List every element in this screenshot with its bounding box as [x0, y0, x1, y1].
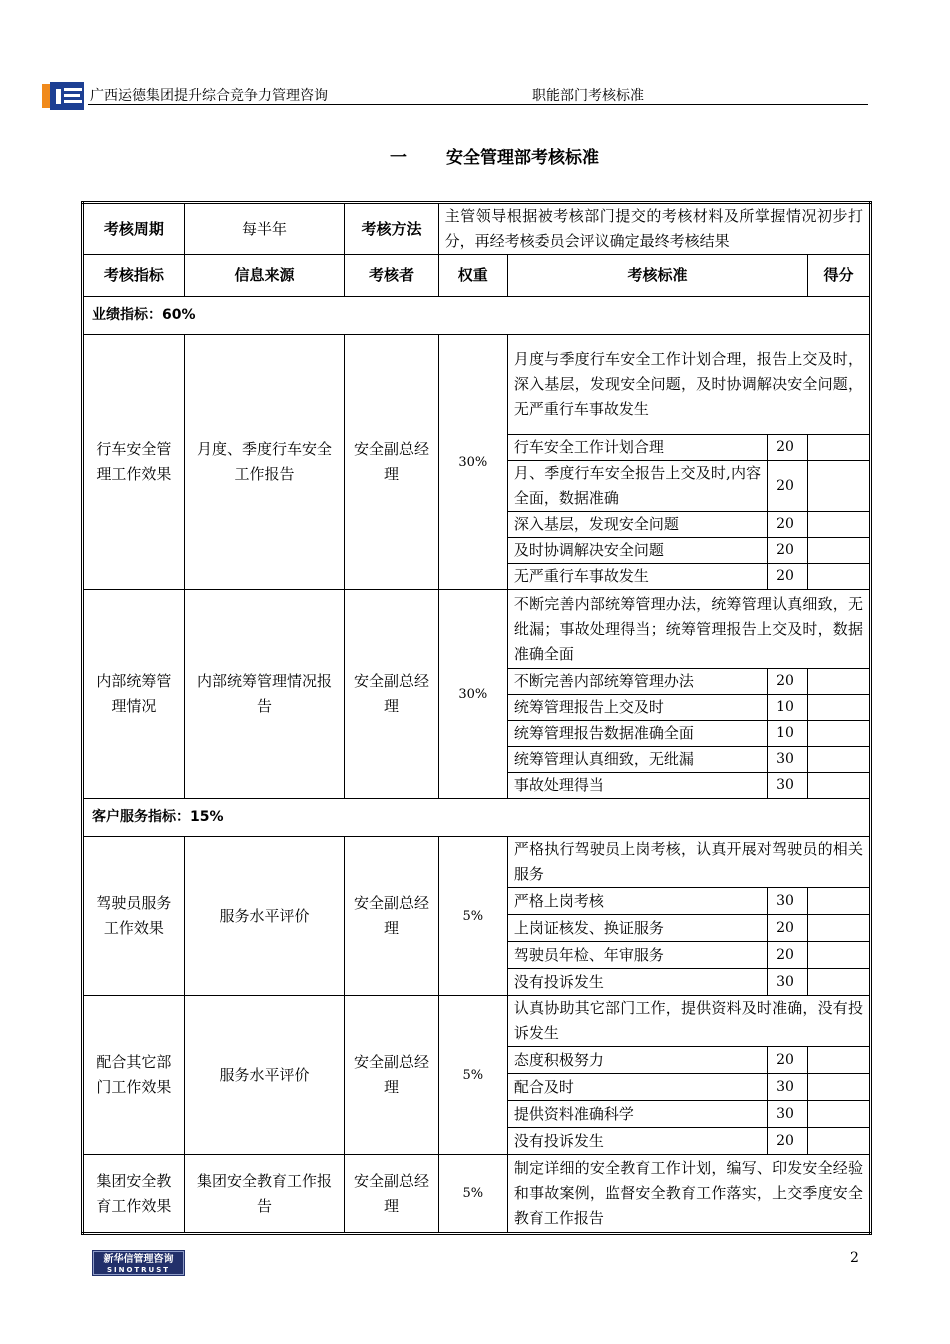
score-cell [807, 1074, 870, 1101]
standard-summary: 月度与季度行车安全工作计划合理，报告上交及时，深入基层，发现安全问题，及时协调解决安全问题，无严重行车事故发生 [507, 335, 870, 435]
col-assessor: 考核者 [345, 255, 438, 297]
indicator-row [83, 590, 871, 669]
score-cell [807, 888, 870, 915]
header-company-name: 广西运德集团提升综合竞争力管理咨询 [90, 88, 328, 104]
score-cell [807, 747, 870, 773]
score-cell [807, 435, 870, 461]
page-number: 2 [850, 1250, 859, 1266]
score-cell [807, 1047, 870, 1074]
info-source: 内部统筹管理情况报告 [184, 590, 345, 799]
criteria-text: 事故处理得当 [507, 773, 767, 799]
criteria-text: 行车安全工作计划合理 [507, 435, 767, 461]
info-source: 集团安全教育工作报告 [184, 1155, 345, 1234]
weight: 5% [438, 1155, 507, 1234]
weight: 5% [438, 996, 507, 1155]
info-source: 服务水平评价 [184, 837, 345, 996]
method-value: 主管领导根据被考核部门提交的考核材料及所掌握情况初步打分，再经考核委员会评议确定最终考核结果 [438, 203, 870, 255]
standard-summary: 制定详细的安全教育工作计划，编写、印发安全经验和事故案例，监督安全教育工作落实，上交季度安全教育工作报告 [507, 1155, 870, 1234]
criteria-score: 30 [768, 1074, 808, 1101]
header-divider [88, 104, 868, 105]
standard-summary: 认真协助其它部门工作，提供资料及时准确，没有投诉发生 [507, 996, 870, 1047]
criteria-score: 30 [768, 747, 808, 773]
criteria-score: 20 [768, 512, 808, 538]
criteria-text: 驾驶员年检、年审服务 [507, 942, 767, 969]
score-cell [807, 969, 870, 996]
score-cell [807, 695, 870, 721]
score-cell [807, 942, 870, 969]
score-cell [807, 538, 870, 564]
criteria-text: 及时协调解决安全问题 [507, 538, 767, 564]
indicator-name: 配合其它部门工作效果 [83, 996, 185, 1155]
criteria-score: 20 [768, 461, 808, 512]
criteria-score: 20 [768, 564, 808, 590]
criteria-text: 月、季度行车安全报告上交及时,内容全面，数据准确 [507, 461, 767, 512]
criteria-score: 30 [768, 969, 808, 996]
criteria-text: 统筹管理认真细致，无纰漏 [507, 747, 767, 773]
criteria-score: 20 [768, 1047, 808, 1074]
info-source: 月度、季度行车安全工作报告 [184, 335, 345, 590]
weight: 5% [438, 837, 507, 996]
section-title: 业绩指标：60% [83, 297, 871, 335]
criteria-text: 不断完善内部统筹管理办法 [507, 669, 767, 695]
criteria-text: 严格上岗考核 [507, 888, 767, 915]
header-doc-type: 职能部门考核标准 [532, 88, 644, 104]
score-cell [807, 512, 870, 538]
period-label: 考核周期 [83, 203, 185, 255]
score-cell [807, 915, 870, 942]
assessor: 安全副总经理 [345, 1155, 438, 1234]
criteria-score: 30 [768, 773, 808, 799]
score-cell [807, 773, 870, 799]
criteria-text: 统筹管理报告上交及时 [507, 695, 767, 721]
criteria-text: 配合及时 [507, 1074, 767, 1101]
footer-logo-cn: 新华信管理咨询 [103, 1254, 174, 1265]
criteria-text: 统筹管理报告数据准确全面 [507, 721, 767, 747]
score-cell [807, 721, 870, 747]
column-header-row [83, 255, 871, 297]
col-score: 得分 [807, 255, 870, 297]
assessor: 安全副总经理 [345, 590, 438, 799]
assessor: 安全副总经理 [345, 335, 438, 590]
info-source: 服务水平评价 [184, 996, 345, 1155]
indicator-name: 行车安全管理工作效果 [83, 335, 185, 590]
standard-summary: 严格执行驾驶员上岗考核，认真开展对驾驶员的相关服务 [507, 837, 870, 888]
assessment-table [81, 201, 872, 1235]
criteria-text: 上岗证核发、换证服务 [507, 915, 767, 942]
indicator-name: 集团安全教育工作效果 [83, 1155, 185, 1234]
criteria-text: 提供资料准确科学 [507, 1101, 767, 1128]
col-weight: 权重 [438, 255, 507, 297]
weight: 30% [438, 590, 507, 799]
criteria-score: 10 [768, 695, 808, 721]
indicator-row [83, 335, 871, 435]
company-logo-icon [42, 80, 86, 112]
assessor: 安全副总经理 [345, 837, 438, 996]
score-cell [807, 1128, 870, 1155]
col-standard: 考核标准 [507, 255, 807, 297]
footer-logo-en: SINOTRUST [106, 1266, 171, 1274]
footer-logo-icon [92, 1250, 185, 1276]
criteria-text: 态度积极努力 [507, 1047, 767, 1074]
title-text: 安全管理部考核标准 [446, 148, 599, 168]
criteria-text: 没有投诉发生 [507, 969, 767, 996]
criteria-score: 20 [768, 942, 808, 969]
section-row [83, 297, 871, 335]
indicator-name: 内部统筹管理情况 [83, 590, 185, 799]
criteria-score: 30 [768, 888, 808, 915]
criteria-score: 20 [768, 915, 808, 942]
criteria-text: 深入基层，发现安全问题 [507, 512, 767, 538]
meta-row [83, 203, 871, 255]
indicator-row [83, 996, 871, 1047]
section-title: 客户服务指标：15% [83, 799, 871, 837]
col-source: 信息来源 [184, 255, 345, 297]
method-label: 考核方法 [345, 203, 438, 255]
criteria-score: 20 [768, 1128, 808, 1155]
standard-summary: 不断完善内部统筹管理办法，统筹管理认真细致，无纰漏；事故处理得当；统筹管理报告上交及时，数据准确全面 [507, 590, 870, 669]
indicator-row [83, 837, 871, 888]
assessor: 安全副总经理 [345, 996, 438, 1155]
criteria-text: 无严重行车事故发生 [507, 564, 767, 590]
period-value: 每半年 [184, 203, 345, 255]
criteria-score: 10 [768, 721, 808, 747]
score-cell [807, 461, 870, 512]
weight: 30% [438, 335, 507, 590]
score-cell [807, 564, 870, 590]
criteria-score: 20 [768, 669, 808, 695]
criteria-text: 没有投诉发生 [507, 1128, 767, 1155]
indicator-name: 驾驶员服务工作效果 [83, 837, 185, 996]
score-cell [807, 669, 870, 695]
section-row [83, 799, 871, 837]
indicator-row [83, 1155, 871, 1234]
criteria-score: 30 [768, 1101, 808, 1128]
title-number: 一 [390, 148, 407, 168]
col-indicator: 考核指标 [83, 255, 185, 297]
score-cell [807, 1101, 870, 1128]
criteria-score: 20 [768, 435, 808, 461]
criteria-score: 20 [768, 538, 808, 564]
